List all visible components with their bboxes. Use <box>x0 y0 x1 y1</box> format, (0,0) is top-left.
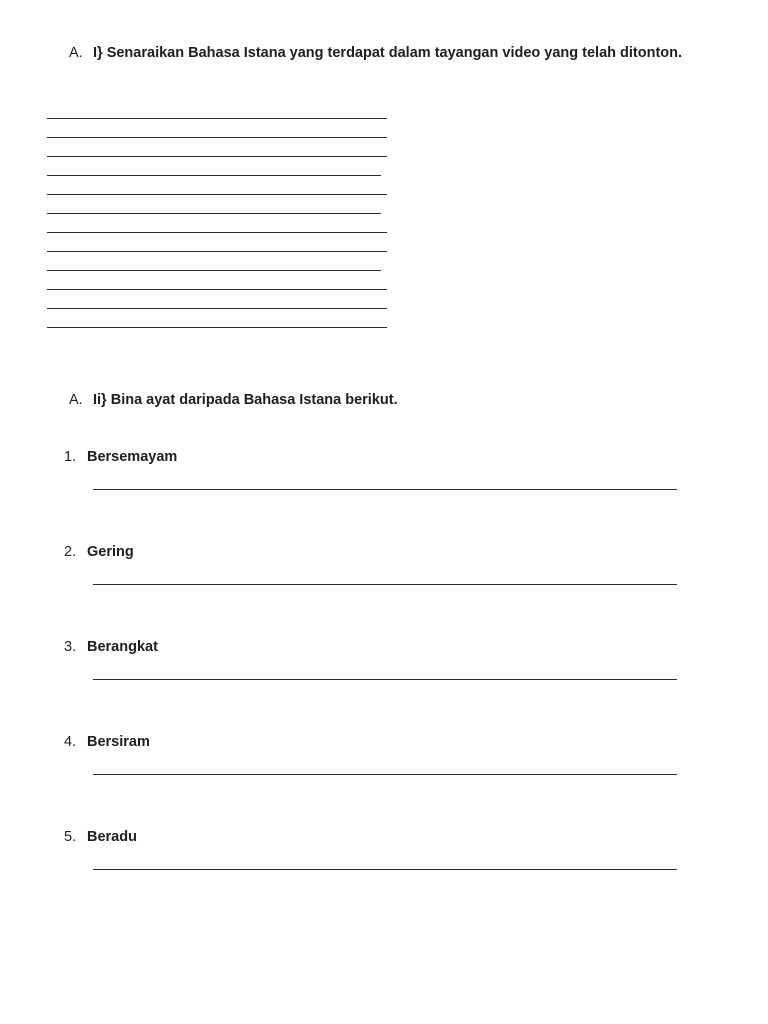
answer-line[interactable] <box>47 289 387 290</box>
sentence-answer-line[interactable] <box>93 489 677 490</box>
question-item <box>64 637 704 680</box>
answer-line[interactable] <box>47 156 387 157</box>
part-one-instruction <box>69 43 689 63</box>
part-one-text: I} Senaraikan Bahasa Istana yang terdapat dalam tayangan video yang telah ditonton. <box>93 45 683 61</box>
question-number: 5. <box>64 829 77 845</box>
answer-line[interactable] <box>47 137 387 138</box>
part-one-marker: A. <box>69 45 83 61</box>
part-two-text: Ii} Bina ayat daripada Bahasa Istana berikut. <box>93 392 398 408</box>
part-two-marker: A. <box>69 392 83 408</box>
question-word: Berangkat <box>87 639 158 655</box>
answer-line[interactable] <box>47 175 381 176</box>
sentence-answer-line[interactable] <box>93 679 677 680</box>
question-number: 3. <box>64 639 77 655</box>
question-number: 1. <box>64 449 77 465</box>
question-item <box>64 827 704 870</box>
answer-line[interactable] <box>47 251 387 252</box>
question-item <box>64 542 704 585</box>
sentence-answer-line[interactable] <box>93 774 677 775</box>
question-number: 2. <box>64 544 77 560</box>
answer-line[interactable] <box>47 194 387 195</box>
answer-line[interactable] <box>47 118 387 119</box>
sentence-answer-line[interactable] <box>93 584 677 585</box>
answer-line[interactable] <box>47 213 381 214</box>
question-number: 4. <box>64 734 77 750</box>
sentence-answer-line[interactable] <box>93 869 677 870</box>
answer-line[interactable] <box>47 308 387 309</box>
question-word: Gering <box>87 544 134 560</box>
question-word: Beradu <box>87 829 137 845</box>
question-item <box>64 732 704 775</box>
part-two-instruction <box>69 390 689 410</box>
question-word: Bersiram <box>87 734 150 750</box>
answer-lines-list <box>47 118 387 346</box>
answer-line[interactable] <box>47 232 387 233</box>
question-word: Bersemayam <box>87 449 178 465</box>
answer-line[interactable] <box>47 270 381 271</box>
answer-line[interactable] <box>47 327 387 328</box>
question-item <box>64 447 704 490</box>
